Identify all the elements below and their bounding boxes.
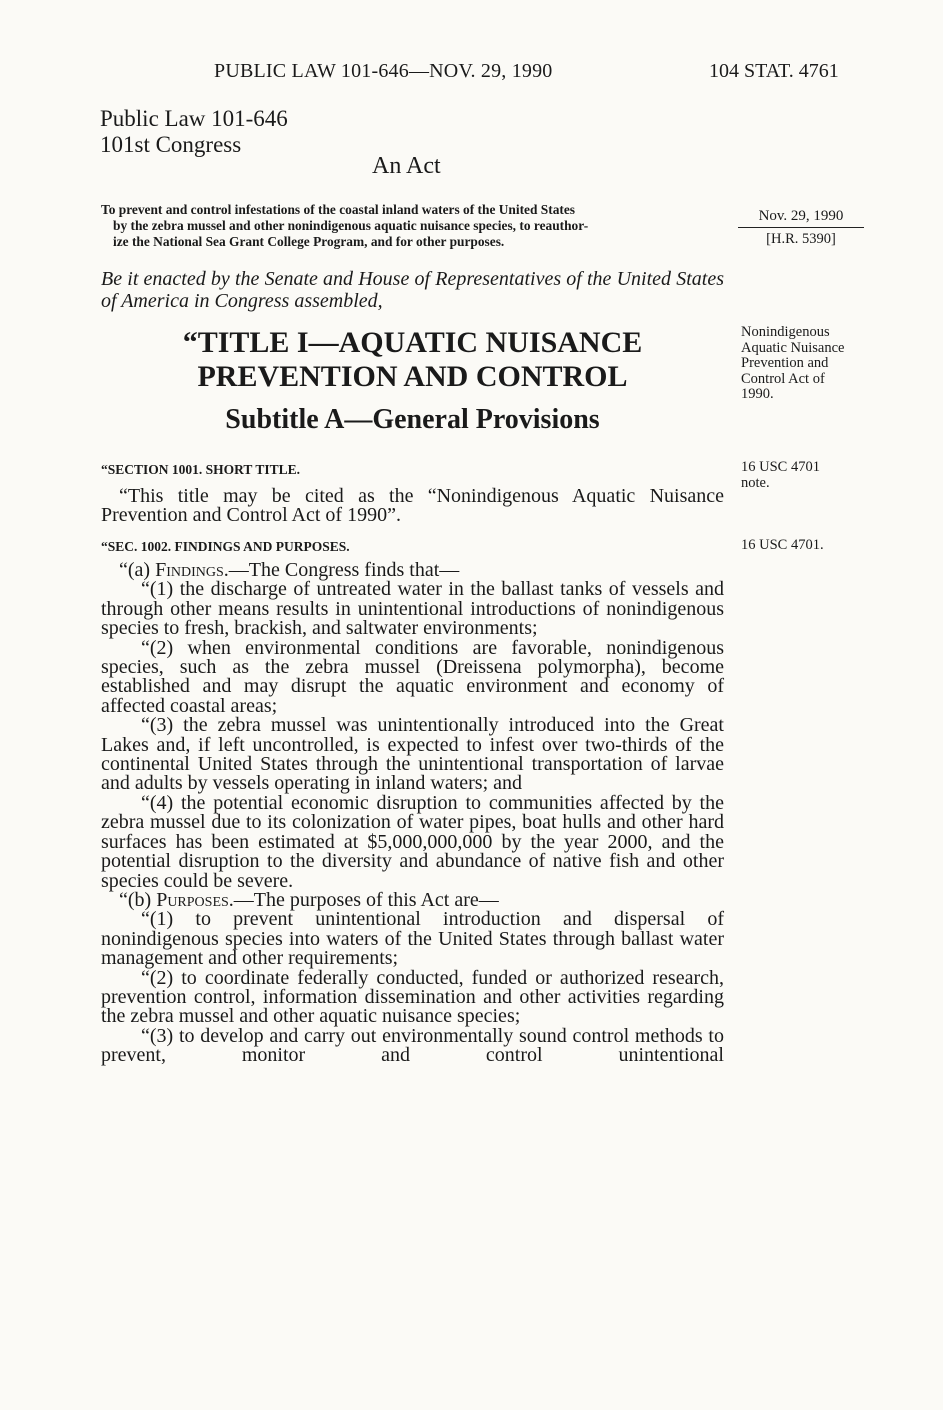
enactment-date: Nov. 29, 1990 bbox=[738, 208, 864, 228]
public-law-number: Public Law 101-646 bbox=[100, 106, 288, 131]
purpose-line-3: ize the National Sea Grant College Program, and for other purposes. bbox=[113, 234, 505, 249]
purposes-intro-text: .—The purposes of this Act are— bbox=[228, 888, 499, 911]
section-1002-heading: “SEC. 1002. FINDINGS AND PURPOSES. bbox=[101, 539, 350, 554]
finding-4: “(4) the potential economic disruption to communities affected by the zebra mussel due to its colonization of water pipes, boat hulls and other hard surfaces has been estimated at $5,000,000,000 by the year 2000, and the potential disruption to the diversity and abundance of native fish and other species could be severe. bbox=[101, 791, 724, 892]
margin-note-usc-1: 16 USC 4701 note. bbox=[741, 459, 820, 491]
purpose-3: “(3) to develop and carry out environmentally sound control methods to prevent, monitor and control unintentional bbox=[101, 1024, 724, 1067]
enacting-clause: Be it enacted by the Senate and House of Representatives of the United States of America in Congress assembled, bbox=[101, 268, 724, 312]
purpose-line-1: To prevent and control infestations of the coastal inland waters of the United States bbox=[101, 202, 576, 217]
purpose-2: “(2) to coordinate federally conducted, funded or authorized research, prevention control, information dissemination and other activities regarding the zebra mussel and other aquatic nuisance species; bbox=[101, 966, 724, 1028]
findings-prefix: “(a) bbox=[119, 559, 156, 581]
act-purpose bbox=[101, 202, 724, 250]
finding-3: “(3) the zebra mussel was unintentionally introduced into the Great Lakes and, if left uncontrolled, is expected to infest over two-thirds of the continental United States through the unintentional transportation of larvae and adults by vessels operating in inland waters; and bbox=[101, 714, 724, 795]
section-1001-text bbox=[101, 487, 724, 526]
stat-page-number: 104 STAT. 4761 bbox=[709, 60, 839, 82]
act-label: An Act bbox=[372, 153, 441, 179]
subtitle-heading: Subtitle A—General Provisions bbox=[225, 404, 600, 435]
purposes-prefix: “(b) bbox=[119, 888, 157, 911]
short-title-paragraph: “This title may be cited as the “Nonindigenous Aquatic Nuisance Prevention and Control Act of 1990”. bbox=[101, 485, 724, 527]
purpose-line-2: by the zebra mussel and other nonindigenous aquatic nuisance species, to reauthor- bbox=[113, 218, 589, 233]
title-line-1: “TITLE I—AQUATIC NUISANCE bbox=[182, 326, 643, 359]
findings-label: Findings bbox=[155, 559, 224, 581]
title-line-2: PREVENTION AND CONTROL bbox=[197, 360, 628, 393]
congress-number: 101st Congress bbox=[100, 132, 242, 157]
section-1002-body bbox=[101, 561, 724, 1066]
findings-intro-text: .—The Congress finds that— bbox=[223, 559, 460, 581]
bill-number: [H.R. 5390] bbox=[766, 231, 836, 247]
law-identity bbox=[100, 106, 288, 158]
title-heading bbox=[101, 326, 724, 394]
running-head: PUBLIC LAW 101-646—NOV. 29, 1990 bbox=[214, 60, 553, 82]
enactment-date-box bbox=[738, 208, 864, 248]
finding-1: “(1) the discharge of untreated water in the ballast tanks of vessels and through other means results in unintentional introductions of nonindigenous species to fresh, brackish, and saltwater environments; bbox=[101, 578, 724, 640]
margin-note-short-title: Nonindigenous Aquatic Nuisance Prevention and Control Act of 1990. bbox=[741, 324, 845, 402]
finding-2: “(2) when environmental conditions are favorable, nonindigenous species, such as the zebra mussel (Dreissena polymorpha), become established and may disrupt the aquatic environment and economy of affected coastal areas; bbox=[101, 636, 724, 717]
section-1001-heading: “SECTION 1001. SHORT TITLE. bbox=[101, 462, 300, 477]
purpose-1: “(1) to prevent unintentional introduction and dispersal of nonindigenous species into waters of the United States through ballast water management and other requirements; bbox=[101, 908, 724, 970]
margin-note-usc-2: 16 USC 4701. bbox=[741, 537, 824, 553]
purposes-label: Purposes bbox=[156, 888, 229, 911]
